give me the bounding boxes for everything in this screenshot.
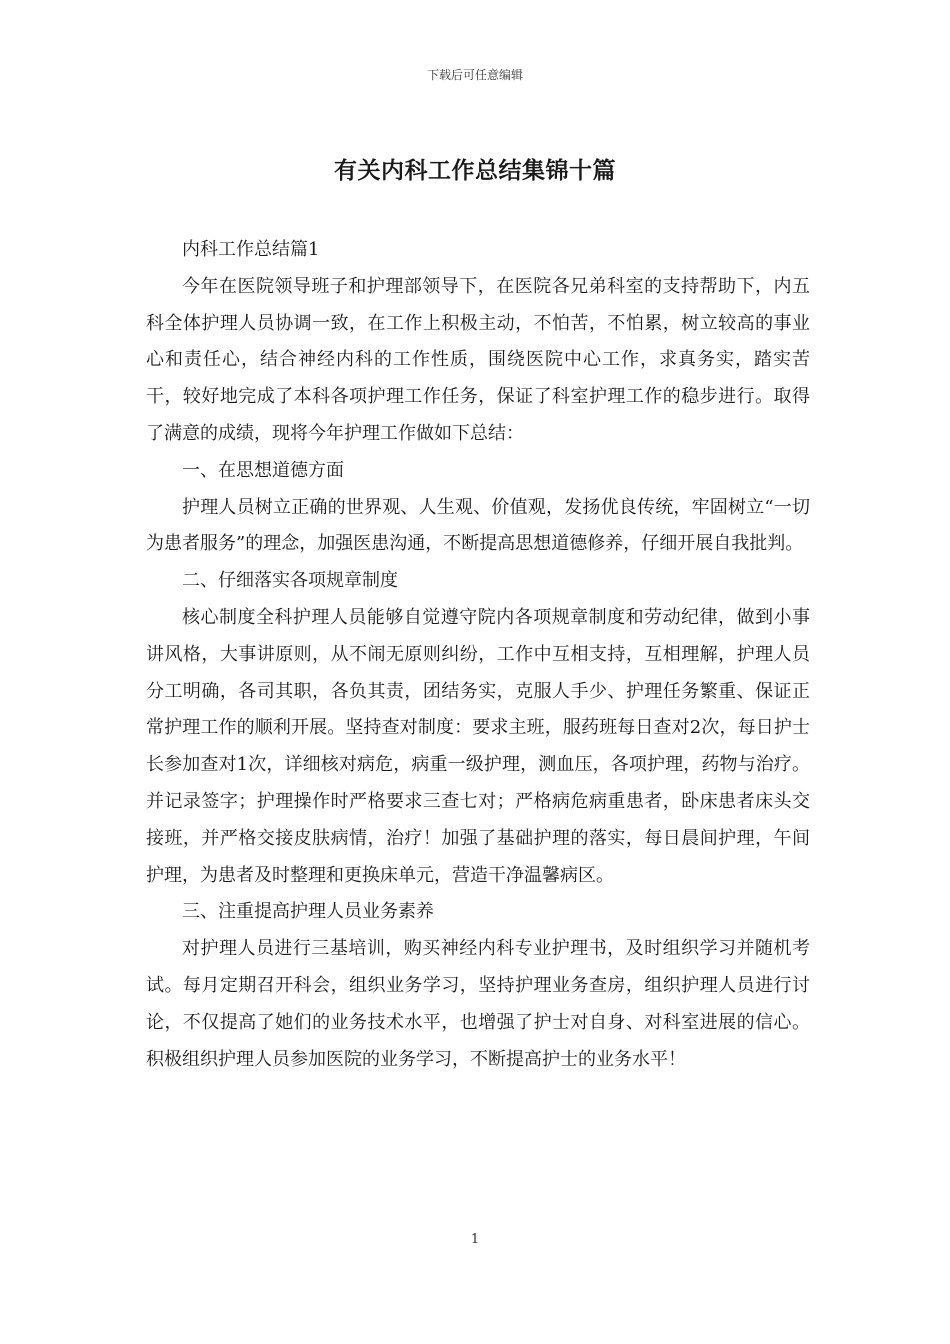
- section-heading-training: 三、注重提高护理人员业务素养: [182, 901, 434, 923]
- paragraph-regulations: 核心制度全科护理人员能够自觉遵守院内各项规章制度和劳动纪律，做到小事讲风格，大事讲原则，从不闹无原则纠纷，工作中互相支持，互相理解，护理人员分工明确，各司其职，各负其责，团结务实，克服人手少、护理任务繁重、保证正常护理工作的顺利开展。坚持查对制度：要求主班，服药班每日查对2次，每日护士长参加查对1次，详细核对病危，病重一级护理，测血压，各项护理，药物与治疗。并记录签字；护理操作时严格要求三查七对；严格病危病重患者，卧床患者床头交接班，并严格交接皮肤病情，治疗！加强了基础护理的落实，每日晨间护理，午间护理，为患者及时整理和更换床单元，营造干净温馨病区。: [146, 606, 810, 886]
- section-heading-ideology: 一、在思想道德方面: [182, 459, 344, 481]
- section-heading-regulations: 二、仔细落实各项规章制度: [182, 570, 398, 592]
- page-number: 1: [470, 1232, 480, 1247]
- section-heading-part-1: 内科工作总结篇1: [182, 239, 320, 260]
- paragraph-ideology: 护理人员树立正确的世界观、人生观、价值观，发扬优良传统，牢固树立“一切为患者服务”的理念，加强医患沟通，不断提高思想道德修养，仔细开展自我批判。: [146, 496, 810, 555]
- document-body: [146, 232, 810, 1078]
- paragraph-training: 对护理人员进行三基培训，购买神经内科专业护理书，及时组织学习并随机考试。每月定期召开科会，组织业务学习，坚持护理业务查房，组织护理人员进行讨论，不仅提高了她们的业务技术水平，也增强了护士对自身、对科室进展的信心。积极组织护理人员参加医院的业务学习，不断提高护士的业务水平！: [146, 938, 810, 1070]
- document-title: 有关内科工作总结集锦十篇: [334, 157, 616, 184]
- page-header-note: 下载后可任意编辑: [426, 68, 523, 82]
- paragraph-intro: 今年在医院领导班子和护理部领导下，在医院各兄弟科室的支持帮助下，内五科全体护理人员协调一致，在工作上积极主动，不怕苦，不怕累，树立较高的事业心和责任心，结合神经内科的工作性质，围绕医院中心工作，求真务实，踏实苦干，较好地完成了本科各项护理工作任务，保证了科室护理工作的稳步进行。取得了满意的成绩，现将今年护理工作做如下总结：: [146, 275, 810, 444]
